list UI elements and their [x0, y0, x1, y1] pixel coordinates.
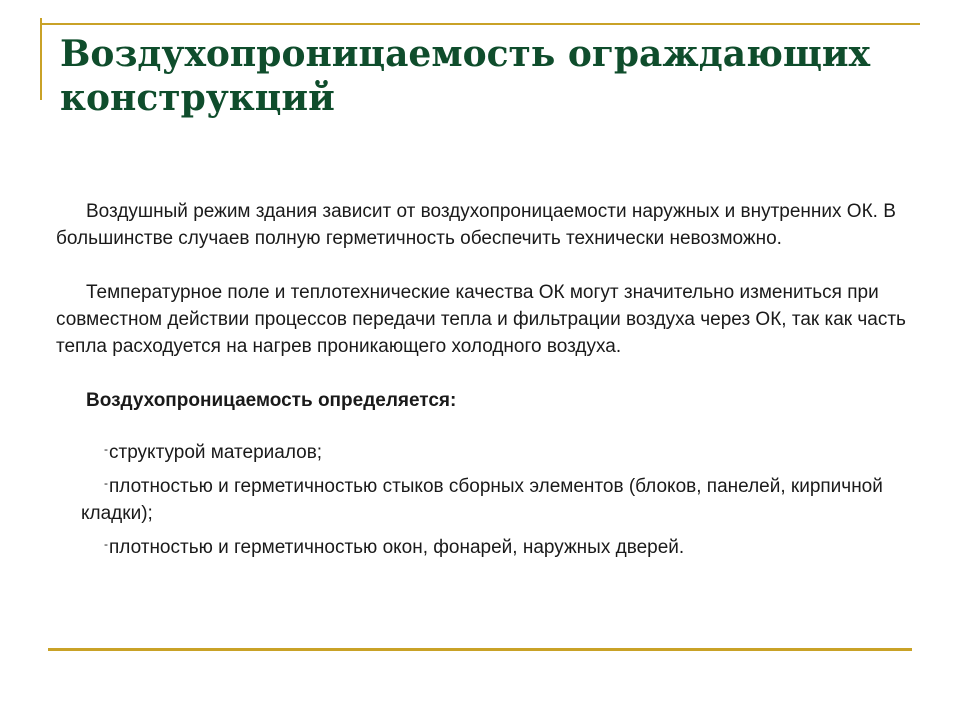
dash-bullet-icon: -: [104, 442, 108, 456]
slide-title: Воздухопроницаемость ограждающих конструкций: [60, 33, 871, 119]
accent-rule-vertical: [40, 18, 42, 100]
slide-body: [56, 198, 916, 565]
dash-bullet-icon: -: [104, 476, 108, 490]
list-item-text: плотностью и герметичностью стыков сборных элементов (блоков, панелей, кирпичной кладки);: [81, 476, 883, 524]
list-item: [56, 470, 916, 527]
dash-bullet-icon: -: [104, 537, 108, 551]
paragraph-1: Воздушный режим здания зависит от воздухопроницаемости наружных и внутренних ОК. В большинстве случаев полную герметичность обеспечить технически невозможно.: [56, 201, 896, 249]
list-heading: Воздухопроницаемость определяется:: [86, 390, 457, 411]
accent-rule-bottom: [48, 648, 912, 651]
list-item: [56, 436, 916, 466]
list-item-text: плотностью и герметичностью окон, фонарей, наружных дверей.: [109, 537, 685, 558]
paragraph-2: Температурное поле и теплотехнические качества ОК могут значительно измениться при совместном действии процессов передачи тепла и фильтрации воздуха через ОК, так как часть тепла расходуется на нагрев проникающего холодного воздуха.: [56, 282, 906, 357]
accent-rule-top: [40, 23, 920, 25]
list-item-text: структурой материалов;: [109, 442, 323, 463]
determinants-list: [56, 436, 916, 561]
list-item: [56, 531, 916, 561]
